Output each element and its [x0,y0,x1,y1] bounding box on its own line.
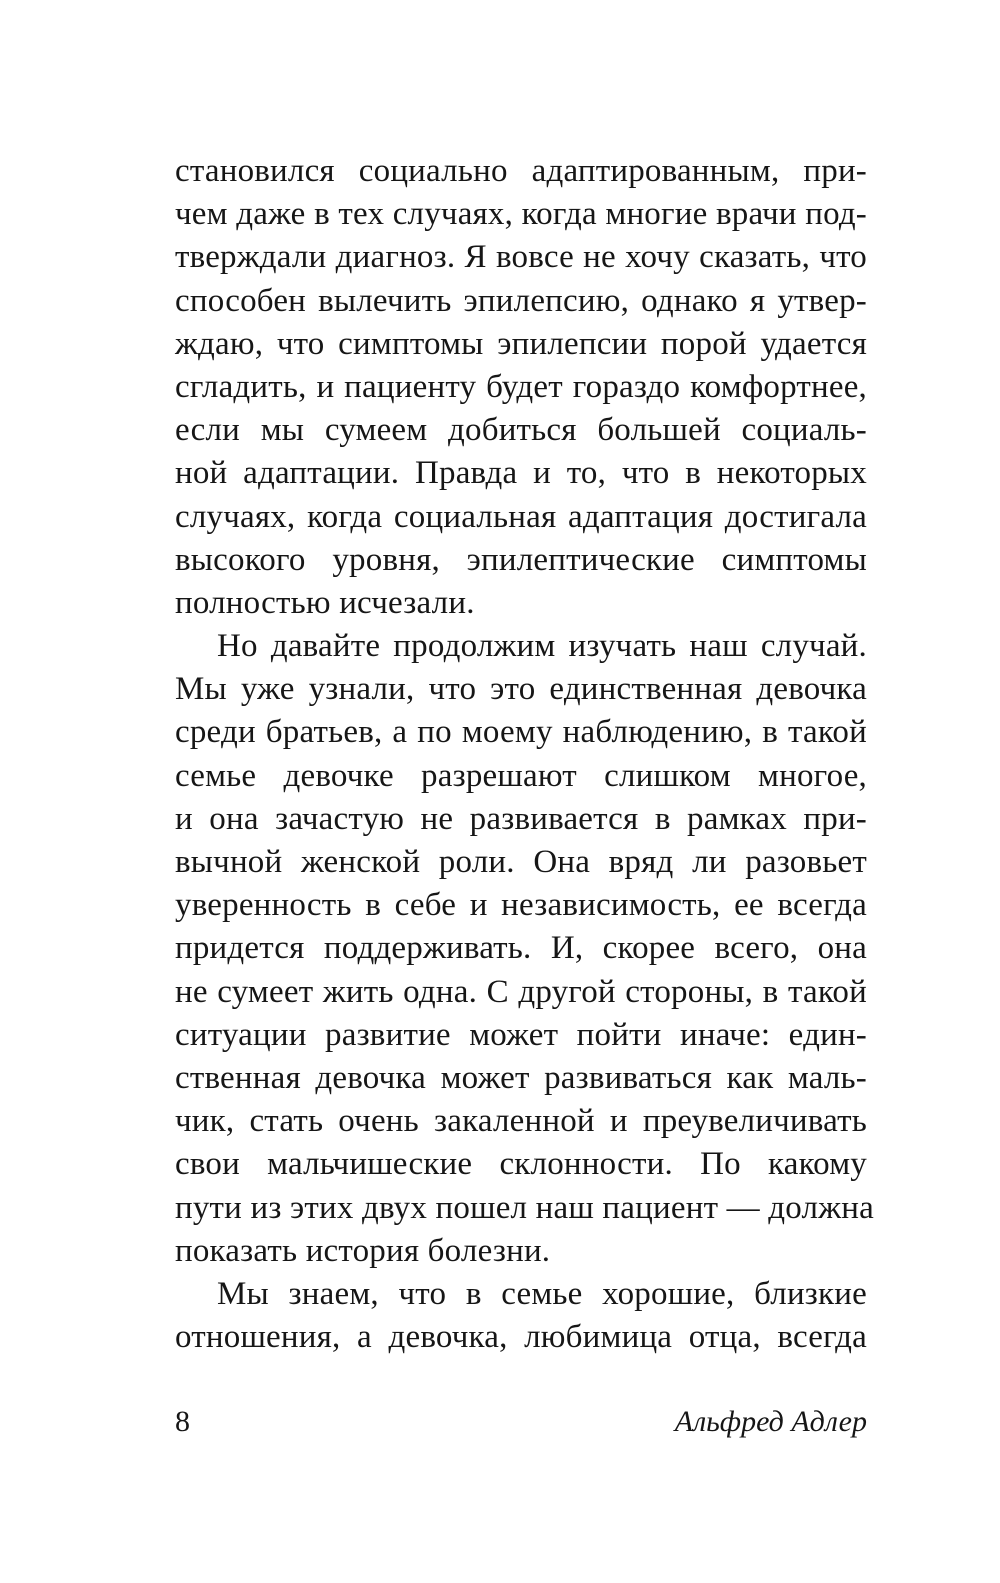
text-line: тверждали диагноз. Я вовсе не хочу сказать, что [175,239,867,276]
text-line: придется поддерживать. И, скорее всего, она [175,930,867,967]
text-line: ной адаптации. Правда и то, что в некоторых [175,455,867,492]
paragraph [175,1273,867,1359]
body-text [175,150,874,1359]
text-line: свои мальчишеские склонности. По какому [175,1146,867,1183]
page-number: 8 [175,1405,190,1438]
text-line: вычной женской роли. Она вряд ли разовьет [175,844,867,880]
text-line: пути из этих двух пошел наш пациент — должна [175,1189,874,1226]
text-line: ственная девочка может развиваться как маль- [175,1059,867,1096]
text-line: Мы уже узнали, что это единственная девочка [175,671,867,708]
page-footer [175,1397,867,1447]
text-line: чем даже в тех случаях, когда многие врачи под- [175,196,867,233]
text-line: если мы сумеем добиться большей социаль- [175,412,867,449]
text-line: уверенность в себе и независимость, ее всегда [175,887,867,924]
text-line: отношения, а девочка, любимица отца, всегда [175,1319,867,1356]
text-line: ситуации развитие может пойти иначе: един- [175,1016,867,1053]
text-line: среди братьев, а по моему наблюдению, в такой [175,714,867,751]
text-line: чик, стать очень закаленной и преувеличивать [175,1103,867,1140]
text-line: становился социально адаптированным, при- [175,153,867,189]
running-head-author: Альфред Адлер [674,1405,867,1438]
text-line: не сумеет жить одна. С другой стороны, в такой [175,973,867,1010]
text-line: и она зачастую не развивается в рамках при- [175,800,867,837]
text-line: семье девочке разрешают слишком многое, [175,757,867,794]
text-line: Мы знаем, что в семье хорошие, близкие [217,1275,867,1312]
text-line: сгладить, и пациенту будет гораздо комфортнее, [175,368,867,405]
paragraph [175,150,867,625]
text-line: высокого уровня, эпилептические симптомы [175,541,867,578]
text-line: способен вылечить эпилепсию, однако я утвер- [175,282,867,319]
text-line: полностью исчезали. [175,584,475,621]
paragraph [175,625,874,1273]
text-line: Но давайте продолжим изучать наш случай. [217,628,867,665]
text-line: ждаю, что симптомы эпилепсии порой удается [175,325,867,362]
text-line: случаях, когда социальная адаптация достигала [175,498,867,535]
text-line: показать история болезни. [175,1232,551,1269]
